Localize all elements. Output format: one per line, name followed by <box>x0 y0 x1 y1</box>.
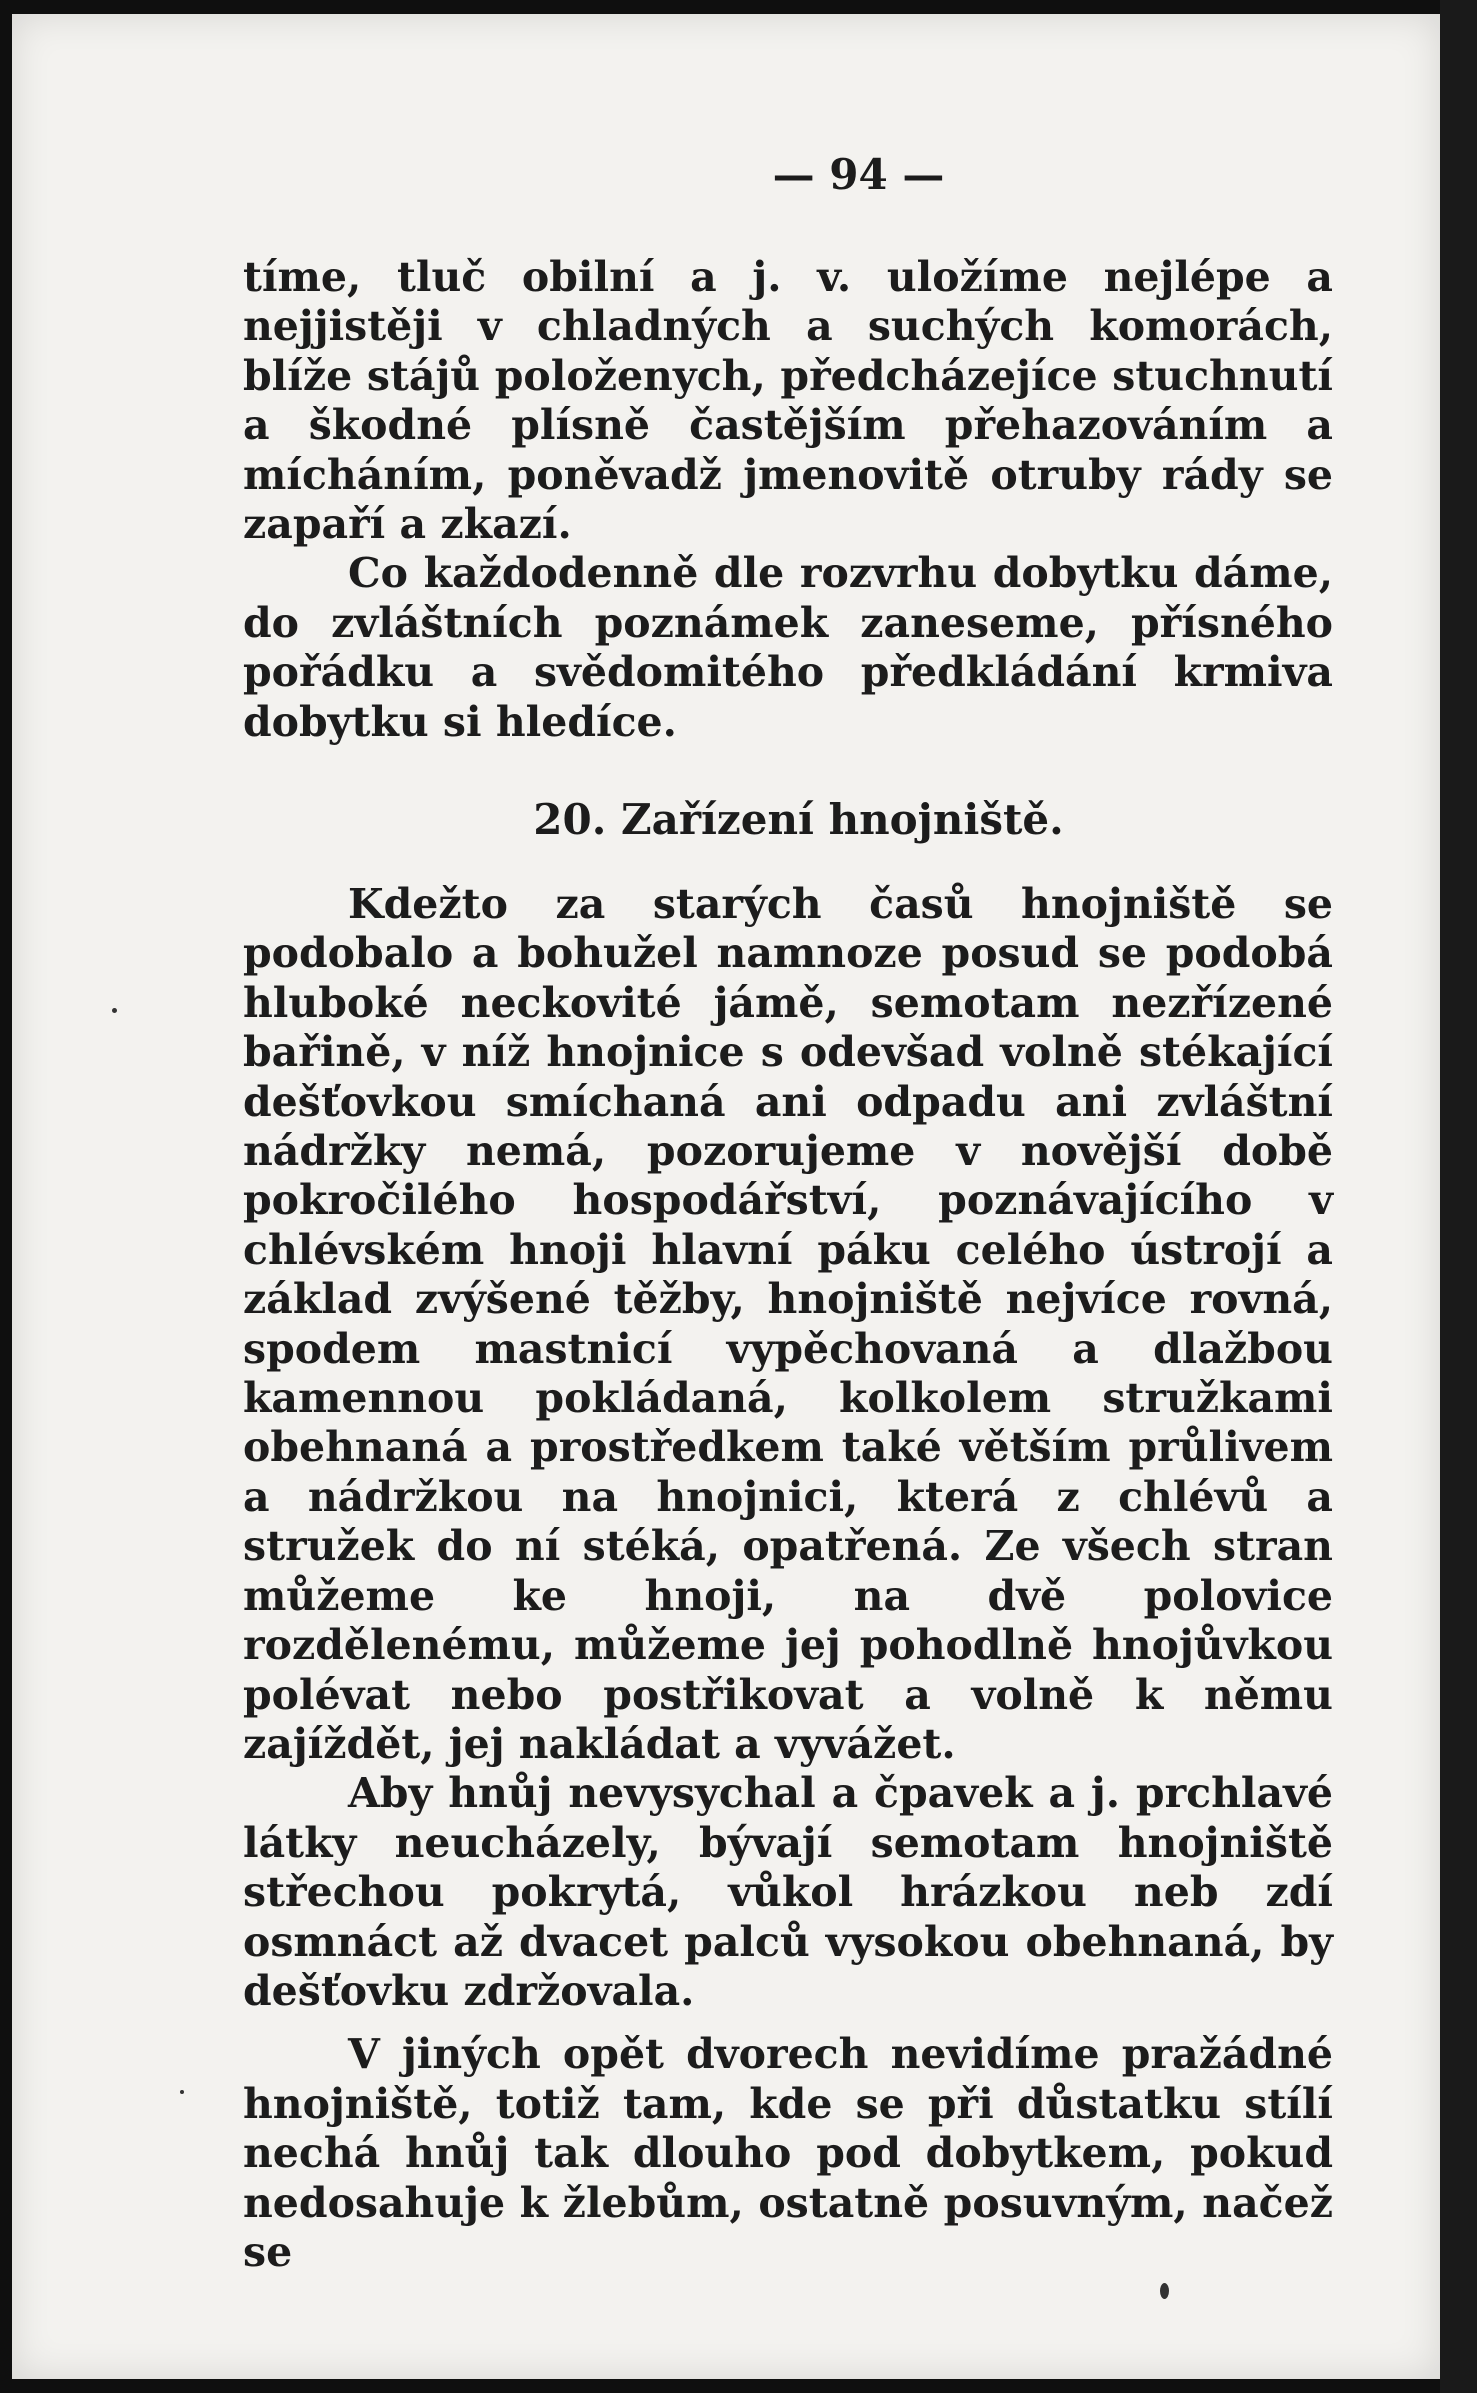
paragraph-continued: tíme, tluč obilní a j. v. uložíme nejlépe a nejjistěji v chladných a suchých komorách, blíže stájů položenych, předcházejíce stuchnutí a škodné plísně častějším přehazováním a mícháním, poněvadž jmenovitě otruby rády se zapaří a zkazí. <box>243 253 1333 549</box>
scan-speck <box>180 2090 184 2094</box>
page-number: — 94 — <box>772 150 945 199</box>
text-block-top <box>243 253 1333 747</box>
scan-speck <box>112 1008 117 1013</box>
text-block-section <box>243 880 1333 2277</box>
paragraph-other-yards: V jiných opět dvorech nevidíme pražádné hnojniště, totiž tam, kde se při důstatku stílí nechá hnůj tak dlouho pod dobytkem, pokud nedosahuje k žlebům, ostatně posuvným, načež se <box>243 2030 1333 2276</box>
paragraph-manure-pit: Kdežto za starých časů hnojniště se podobalo a bohužel namnoze posud se podobá hluboké neckovité jámě, semotam nezřízené bařině, v níž hnojnice s odevšad volně stékající dešťovkou smíchaná ani odpadu ani zvláštní nádržky nemá, pozorujeme v novější době pokročilého hospodářství, poznávajícího v chlévském hnoji hlavní páku celého ústrojí a základ zvýšené těžby, hnojniště nejvíce rovná, spodem mastnicí vypěchovaná a dlažbou kamennou pokládaná, kolkolem stružkami obehnaná a prostředkem také větším průlivem a nádržkou na hnojnici, která z chlévů a stružek do ní stéká, opatřená. Ze všech stran můžeme ke hnoji, na dvě polovice rozdělenému, můžeme jej pohodlně hnojůvkou polévat nebo postřikovat a volně k němu zajíždět, jej nakládat a vyvážet. <box>243 880 1333 1768</box>
scan-speck <box>1160 2283 1169 2299</box>
scan-edge <box>1440 0 1477 2393</box>
section-heading: 20. Zařízení hnojniště. <box>533 795 1064 844</box>
paragraph-roofing: Aby hnůj nevysychal a čpavek a j. prchlavé látky neucházely, bývají semotam hnojniště střechou pokrytá, vůkol hrázkou neb zdí osmnáct až dvacet palců vysokou obehnaná, by dešťovku zdržovala. <box>243 1769 1333 2015</box>
paragraph-record-keeping: Co každodenně dle rozvrhu dobytku dáme, do zvláštních poznámek zaneseme, přísného pořádku a svědomitého předkládání krmiva dobytku si hledíce. <box>243 549 1333 746</box>
